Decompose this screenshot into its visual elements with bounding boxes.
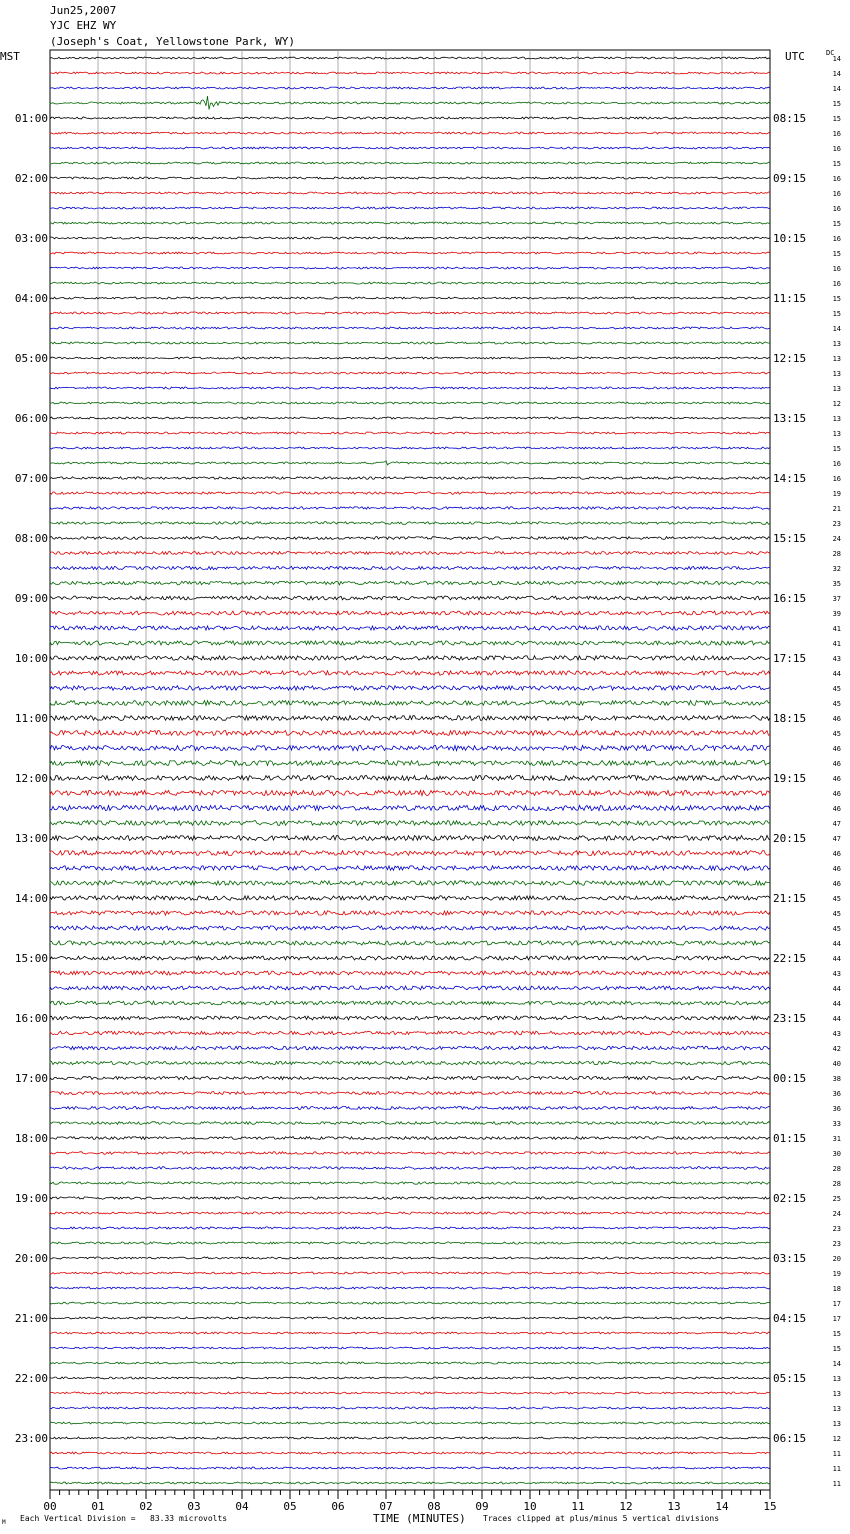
- dc-offset-value: 13: [832, 355, 841, 363]
- seismic-trace: [50, 866, 770, 871]
- seismic-trace: [50, 1287, 770, 1289]
- dc-offset-value: 37: [832, 595, 841, 603]
- seismic-trace: [50, 790, 770, 795]
- seismic-trace: [50, 1302, 770, 1304]
- x-tick-label: 05: [283, 1500, 297, 1513]
- seismic-trace: [50, 1242, 770, 1244]
- seismic-trace: [50, 911, 770, 915]
- utc-hour-label: 12:15: [773, 352, 807, 365]
- mst-hour-label: 02:00: [14, 172, 48, 185]
- seismic-trace: [50, 117, 770, 119]
- dc-offset-label: DC: [826, 49, 835, 57]
- mst-hour-label: 12:00: [14, 772, 48, 785]
- seismic-trace: [50, 1437, 770, 1439]
- seismic-trace: [50, 282, 770, 284]
- dc-offset-value: 46: [832, 850, 841, 858]
- dc-offset-value: 31: [832, 1135, 841, 1143]
- dc-offset-value: 38: [832, 1075, 841, 1083]
- dc-offset-value: 32: [832, 565, 841, 573]
- mst-hour-label: 19:00: [14, 1192, 48, 1205]
- x-tick-label: 11: [571, 1500, 585, 1513]
- dc-offset-value: 16: [832, 130, 841, 138]
- dc-offset-value: 15: [832, 160, 841, 168]
- seismic-trace: [50, 1031, 770, 1035]
- seismic-trace: [50, 507, 770, 510]
- dc-offset-value: 17: [832, 1315, 841, 1323]
- utc-hour-label: 19:15: [773, 772, 807, 785]
- seismic-trace: [50, 701, 770, 706]
- dc-offset-value: 14: [832, 85, 841, 93]
- seismic-trace: [50, 1092, 770, 1095]
- utc-hour-label: 02:15: [773, 1192, 807, 1205]
- dc-offset-value: 15: [832, 220, 841, 228]
- seismic-trace: [50, 641, 770, 645]
- dc-offset-value: 11: [832, 1480, 841, 1488]
- mst-hour-label: 10:00: [14, 652, 48, 665]
- dc-offset-value: 46: [832, 715, 841, 723]
- dc-offset-value: 46: [832, 775, 841, 783]
- dc-offset-value: 36: [832, 1090, 841, 1098]
- seismic-trace: [50, 1001, 770, 1005]
- x-tick-label: 04: [235, 1500, 249, 1513]
- seismic-trace: [50, 956, 770, 960]
- seismic-trace: [50, 297, 770, 299]
- seismic-trace: [50, 1227, 770, 1229]
- seismic-trace: [50, 1046, 770, 1050]
- seismic-trace: [50, 731, 770, 736]
- dc-offset-value: 40: [832, 1060, 841, 1068]
- dc-offset-value: 19: [832, 1270, 841, 1278]
- utc-hour-label: 09:15: [773, 172, 807, 185]
- dc-offset-value: 15: [832, 445, 841, 453]
- dc-offset-value: 44: [832, 1015, 841, 1023]
- seismic-trace: [50, 57, 770, 59]
- dc-offset-value: 13: [832, 415, 841, 423]
- dc-offset-value: 14: [832, 70, 841, 78]
- dc-offset-value: 16: [832, 145, 841, 153]
- dc-offset-value: 30: [832, 1150, 841, 1158]
- seismic-trace: [50, 716, 770, 721]
- dc-offset-value: 16: [832, 460, 841, 468]
- dc-offset-value: 15: [832, 250, 841, 258]
- utc-hour-label: 18:15: [773, 712, 807, 725]
- seismic-trace: [50, 581, 770, 585]
- utc-hour-label: 01:15: [773, 1132, 807, 1145]
- seismic-trace: [50, 1452, 770, 1454]
- dc-offset-value: 16: [832, 175, 841, 183]
- dc-offset-value: 46: [832, 805, 841, 813]
- dc-offset-value: 45: [832, 730, 841, 738]
- seismic-trace: [50, 1061, 770, 1064]
- dc-offset-value: 14: [832, 55, 841, 63]
- dc-offset-value: 13: [832, 430, 841, 438]
- dc-offset-value: 15: [832, 310, 841, 318]
- seismic-trace: [50, 611, 770, 615]
- mst-hour-label: 07:00: [14, 472, 48, 485]
- dc-offset-value: 17: [832, 1300, 841, 1308]
- x-tick-label: 00: [43, 1500, 57, 1513]
- dc-offset-value: 15: [832, 1345, 841, 1353]
- dc-offset-value: 45: [832, 700, 841, 708]
- mst-hour-label: 09:00: [14, 592, 48, 605]
- dc-offset-value: 13: [832, 340, 841, 348]
- dc-offset-value: 41: [832, 625, 841, 633]
- mst-hour-label: 17:00: [14, 1072, 48, 1085]
- seismic-trace: [50, 162, 770, 164]
- dc-offset-value: 13: [832, 370, 841, 378]
- seismic-trace: [50, 1332, 770, 1334]
- mst-hour-label: 13:00: [14, 832, 48, 845]
- mst-hour-label: 22:00: [14, 1372, 48, 1385]
- dc-offset-value: 13: [832, 1420, 841, 1428]
- x-tick-label: 13: [667, 1500, 681, 1513]
- dc-offset-value: 23: [832, 1240, 841, 1248]
- station-code: YJC EHZ WY: [50, 19, 117, 32]
- dc-offset-value: 15: [832, 295, 841, 303]
- dc-offset-value: 39: [832, 610, 841, 618]
- dc-offset-value: 15: [832, 100, 841, 108]
- dc-offset-value: 16: [832, 280, 841, 288]
- seismic-trace: [50, 417, 770, 419]
- dc-offset-value: 33: [832, 1120, 841, 1128]
- utc-hour-label: 17:15: [773, 652, 807, 665]
- utc-hour-label: 22:15: [773, 952, 807, 965]
- dc-offset-value: 28: [832, 550, 841, 558]
- dc-offset-value: 43: [832, 970, 841, 978]
- dc-offset-value: 23: [832, 1225, 841, 1233]
- dc-offset-value: 47: [832, 820, 841, 828]
- corner-mark: M: [2, 1519, 6, 1526]
- seismic-trace: [50, 72, 770, 74]
- seismic-trace: [50, 357, 770, 359]
- x-axis-label: TIME (MINUTES): [373, 1512, 466, 1525]
- dc-offset-value: 25: [832, 1195, 841, 1203]
- utc-hour-label: 23:15: [773, 1012, 807, 1025]
- dc-offset-value: 14: [832, 1360, 841, 1368]
- x-tick-label: 07: [379, 1500, 393, 1513]
- seismic-trace: [50, 552, 770, 555]
- dc-offset-value: 13: [832, 1390, 841, 1398]
- dc-offset-value: 23: [832, 520, 841, 528]
- dc-offset-value: 19: [832, 490, 841, 498]
- plot-date: Jun25,2007: [50, 4, 117, 17]
- x-tick-label: 12: [619, 1500, 633, 1513]
- utc-hour-label: 05:15: [773, 1372, 807, 1385]
- x-tick-label: 01: [91, 1500, 105, 1513]
- seismic-trace: [50, 372, 770, 374]
- dc-offset-value: 15: [832, 115, 841, 123]
- seismic-trace: [50, 312, 770, 314]
- utc-hour-label: 04:15: [773, 1312, 807, 1325]
- seismic-trace: [50, 87, 770, 89]
- dc-offset-value: 44: [832, 670, 841, 678]
- dc-offset-value: 46: [832, 745, 841, 753]
- dc-offset-value: 16: [832, 190, 841, 198]
- seismic-trace: [50, 1347, 770, 1349]
- seismic-trace: [50, 1107, 770, 1110]
- left-timezone-label: MST: [0, 50, 20, 63]
- mst-hour-label: 23:00: [14, 1432, 48, 1445]
- utc-hour-label: 03:15: [773, 1252, 807, 1265]
- seismic-trace: [50, 1407, 770, 1409]
- seismic-trace: [50, 96, 770, 110]
- seismic-trace: [50, 132, 770, 134]
- utc-hour-label: 10:15: [773, 232, 807, 245]
- dc-offset-value: 24: [832, 535, 841, 543]
- seismic-trace: [50, 821, 770, 826]
- right-timezone-label: UTC: [785, 50, 805, 63]
- dc-offset-value: 43: [832, 1030, 841, 1038]
- x-tick-label: 14: [715, 1500, 729, 1513]
- dc-offset-value: 16: [832, 205, 841, 213]
- dc-offset-value: 44: [832, 1000, 841, 1008]
- dc-offset-value: 46: [832, 865, 841, 873]
- seismic-trace: [50, 147, 770, 149]
- seismic-trace: [50, 851, 770, 856]
- dc-offset-value: 42: [832, 1045, 841, 1053]
- seismic-trace: [50, 1152, 770, 1155]
- seismic-trace: [50, 761, 770, 766]
- x-tick-label: 10: [523, 1500, 537, 1513]
- dc-offset-value: 44: [832, 985, 841, 993]
- seismic-trace: [50, 387, 770, 389]
- seismic-trace: [50, 1392, 770, 1394]
- dc-offset-value: 12: [832, 1435, 841, 1443]
- utc-hour-label: 14:15: [773, 472, 807, 485]
- dc-offset-value: 47: [832, 835, 841, 843]
- seismic-trace: [50, 836, 770, 841]
- seismic-trace: [50, 1482, 770, 1484]
- seismic-trace: [50, 626, 770, 630]
- vertical-division-note: Each Vertical Division = 83.33 microvolts: [20, 1514, 228, 1523]
- seismic-trace: [50, 1422, 770, 1424]
- dc-offset-value: 13: [832, 385, 841, 393]
- dc-offset-value: 16: [832, 475, 841, 483]
- dc-offset-value: 45: [832, 925, 841, 933]
- mst-hour-label: 11:00: [14, 712, 48, 725]
- mst-hour-label: 06:00: [14, 412, 48, 425]
- seismic-trace: [50, 1467, 770, 1469]
- seismic-trace: [50, 1362, 770, 1364]
- seismic-trace: [50, 447, 770, 449]
- dc-offset-value: 16: [832, 265, 841, 273]
- seismic-trace: [50, 896, 770, 900]
- mst-hour-label: 04:00: [14, 292, 48, 305]
- dc-offset-value: 28: [832, 1180, 841, 1188]
- dc-offset-value: 45: [832, 910, 841, 918]
- utc-hour-label: 13:15: [773, 412, 807, 425]
- dc-offset-value: 24: [832, 1210, 841, 1218]
- seismic-trace: [50, 941, 770, 945]
- seismic-trace: [50, 237, 770, 239]
- seismic-trace: [50, 1257, 770, 1259]
- dc-offset-value: 44: [832, 955, 841, 963]
- seismic-trace: [50, 805, 770, 810]
- x-tick-label: 09: [475, 1500, 489, 1513]
- clip-note: Traces clipped at plus/minus 5 vertical divisions: [483, 1514, 720, 1523]
- seismic-trace: [50, 252, 770, 254]
- x-tick-label: 06: [331, 1500, 345, 1513]
- dc-offset-value: 28: [832, 1165, 841, 1173]
- mst-hour-label: 08:00: [14, 532, 48, 545]
- utc-hour-label: 00:15: [773, 1072, 807, 1085]
- dc-offset-value: 18: [832, 1285, 841, 1293]
- seismic-trace: [50, 566, 770, 569]
- seismic-trace: [50, 596, 770, 600]
- mst-hour-label: 01:00: [14, 112, 48, 125]
- seismic-trace: [50, 492, 770, 494]
- seismic-trace: [50, 656, 770, 660]
- seismic-trace: [50, 671, 770, 675]
- dc-offset-value: 46: [832, 790, 841, 798]
- dc-offset-value: 44: [832, 940, 841, 948]
- seismic-trace: [50, 1016, 770, 1020]
- mst-hour-label: 20:00: [14, 1252, 48, 1265]
- seismic-trace: [50, 1182, 770, 1184]
- mst-hour-label: 21:00: [14, 1312, 48, 1325]
- x-tick-label: 08: [427, 1500, 441, 1513]
- dc-offset-value: 41: [832, 640, 841, 648]
- mst-hour-label: 05:00: [14, 352, 48, 365]
- seismic-trace: [50, 461, 770, 465]
- x-tick-label: 02: [139, 1500, 153, 1513]
- x-tick-label: 15: [763, 1500, 777, 1513]
- seismic-trace: [50, 192, 770, 194]
- seismic-trace: [50, 207, 770, 209]
- station-location: (Joseph's Coat, Yellowstone Park, WY): [50, 35, 296, 48]
- dc-offset-value: 13: [832, 1405, 841, 1413]
- dc-offset-value: 35: [832, 580, 841, 588]
- seismic-trace: [50, 222, 770, 224]
- mst-hour-label: 14:00: [14, 892, 48, 905]
- seismic-trace: [50, 432, 770, 434]
- utc-hour-label: 11:15: [773, 292, 807, 305]
- seismic-trace: [50, 1076, 770, 1079]
- dc-offset-value: 20: [832, 1255, 841, 1263]
- seismic-trace: [50, 1197, 770, 1199]
- utc-hour-label: 08:15: [773, 112, 807, 125]
- utc-hour-label: 21:15: [773, 892, 807, 905]
- seismic-trace: [50, 926, 770, 930]
- seismic-trace: [50, 522, 770, 525]
- dc-offset-value: 45: [832, 895, 841, 903]
- mst-hour-label: 18:00: [14, 1132, 48, 1145]
- utc-hour-label: 15:15: [773, 532, 807, 545]
- seismic-trace: [50, 776, 770, 781]
- mst-hour-label: 03:00: [14, 232, 48, 245]
- seismic-trace: [50, 402, 770, 404]
- dc-offset-value: 45: [832, 685, 841, 693]
- dc-offset-value: 14: [832, 325, 841, 333]
- dc-offset-value: 46: [832, 760, 841, 768]
- dc-offset-value: 21: [832, 505, 841, 513]
- seismic-trace: [50, 477, 770, 479]
- x-tick-label: 03: [187, 1500, 201, 1513]
- utc-hour-label: 06:15: [773, 1432, 807, 1445]
- seismic-trace: [50, 267, 770, 269]
- dc-offset-value: 12: [832, 400, 841, 408]
- dc-offset-value: 11: [832, 1465, 841, 1473]
- mst-hour-label: 15:00: [14, 952, 48, 965]
- utc-hour-label: 20:15: [773, 832, 807, 845]
- dc-offset-value: 13: [832, 1375, 841, 1383]
- seismic-trace: [50, 1272, 770, 1274]
- seismic-trace: [50, 1317, 770, 1319]
- dc-offset-value: 15: [832, 1330, 841, 1338]
- seismic-trace: [50, 971, 770, 975]
- seismic-trace: [50, 1212, 770, 1214]
- dc-offset-value: 11: [832, 1450, 841, 1458]
- seismic-trace: [50, 342, 770, 344]
- seismic-trace: [50, 1122, 770, 1125]
- seismic-trace: [50, 177, 770, 179]
- dc-offset-value: 43: [832, 655, 841, 663]
- seismic-trace: [50, 1167, 770, 1170]
- seismic-trace: [50, 686, 770, 691]
- dc-offset-value: 46: [832, 880, 841, 888]
- seismic-trace: [50, 1377, 770, 1379]
- utc-hour-label: 16:15: [773, 592, 807, 605]
- dc-offset-value: 16: [832, 235, 841, 243]
- seismic-trace: [50, 745, 770, 750]
- seismic-trace: [50, 537, 770, 540]
- seismic-trace: [50, 986, 770, 990]
- mst-hour-label: 16:00: [14, 1012, 48, 1025]
- seismic-trace: [50, 327, 770, 329]
- seismic-trace: [50, 1137, 770, 1140]
- seismic-trace: [50, 881, 770, 886]
- dc-offset-value: 36: [832, 1105, 841, 1113]
